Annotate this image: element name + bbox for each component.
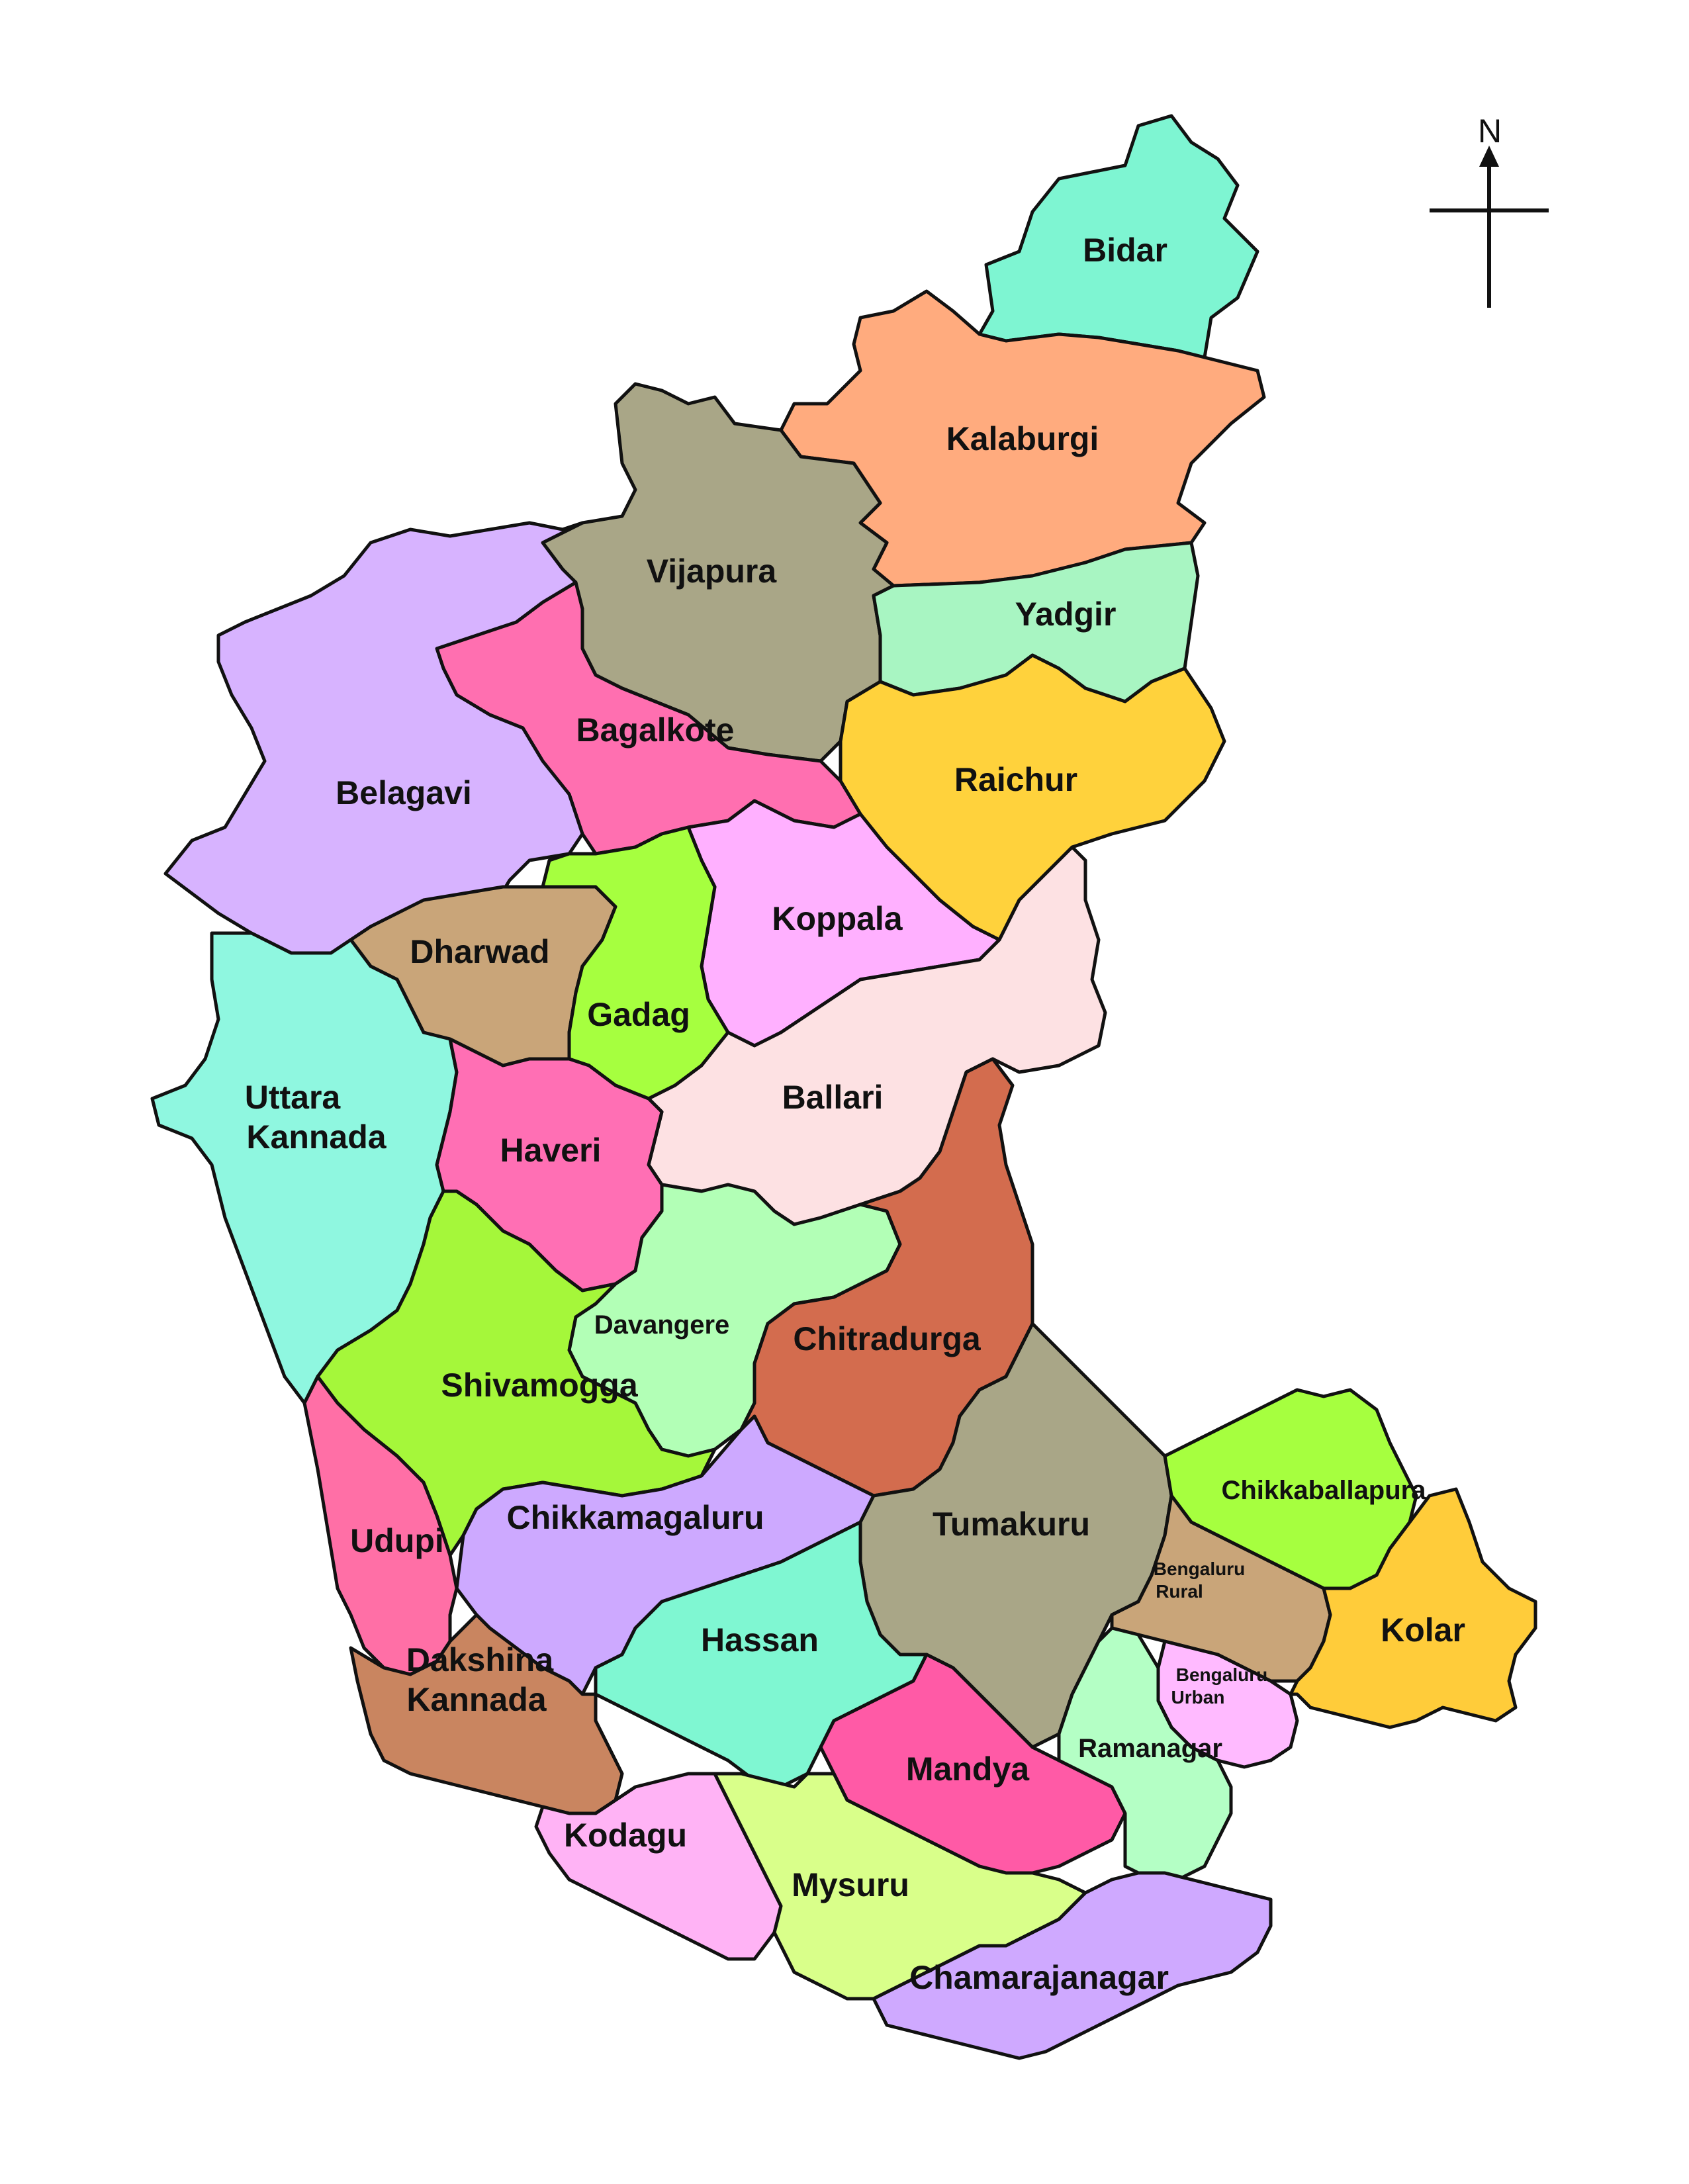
- label-bengaluru-urban-line2: Urban: [1171, 1687, 1225, 1707]
- label-udupi: Udupi: [350, 1522, 444, 1559]
- compass-north-label: N: [1477, 113, 1502, 150]
- north-compass: [1430, 113, 1549, 308]
- label-hassan: Hassan: [701, 1621, 819, 1659]
- label-belagavi: Belagavi: [336, 774, 472, 811]
- label-dakshina-kannada-line1: Dakshina: [406, 1641, 554, 1678]
- label-raichur: Raichur: [954, 761, 1078, 798]
- label-chikkamagaluru: Chikkamagaluru: [506, 1499, 764, 1536]
- label-haveri: Haveri: [500, 1132, 602, 1169]
- label-kolar: Kolar: [1381, 1612, 1465, 1649]
- label-dakshina-kannada-line2: Kannada: [406, 1681, 547, 1718]
- label-shivamogga: Shivamogga: [441, 1367, 638, 1404]
- label-dharwad: Dharwad: [410, 933, 550, 970]
- label-bengaluru-urban-line1: Bengaluru: [1175, 1664, 1268, 1685]
- label-koppala: Koppala: [772, 900, 903, 937]
- label-chamarajanagar: Chamarajanagar: [909, 1959, 1169, 1996]
- label-davangere: Davangere: [594, 1310, 730, 1340]
- label-vijapura: Vijapura: [646, 553, 777, 590]
- label-mysuru: Mysuru: [792, 1866, 909, 1903]
- label-ramanagar: Ramanagar: [1078, 1734, 1222, 1763]
- label-kodagu: Kodagu: [563, 1817, 688, 1854]
- label-uttara-kannada-line2: Kannada: [246, 1118, 387, 1156]
- label-ballari: Ballari: [782, 1079, 884, 1116]
- label-chitradurga: Chitradurga: [793, 1320, 981, 1357]
- label-uttara-kannada-line1: Uttara: [244, 1079, 341, 1116]
- label-gadag: Gadag: [587, 996, 690, 1033]
- label-bengaluru-rural-line1: Bengaluru: [1153, 1559, 1246, 1579]
- label-bagalkote: Bagalkote: [576, 711, 735, 749]
- label-bidar: Bidar: [1083, 232, 1167, 269]
- label-yadgir: Yadgir: [1015, 596, 1117, 633]
- label-kalaburgi: Kalaburgi: [946, 420, 1099, 457]
- label-tumakuru: Tumakuru: [933, 1506, 1090, 1543]
- label-bengaluru-rural-line2: Rural: [1156, 1581, 1203, 1602]
- label-mandya: Mandya: [905, 1751, 1030, 1788]
- label-chikkaballapura: Chikkaballapura: [1221, 1476, 1426, 1505]
